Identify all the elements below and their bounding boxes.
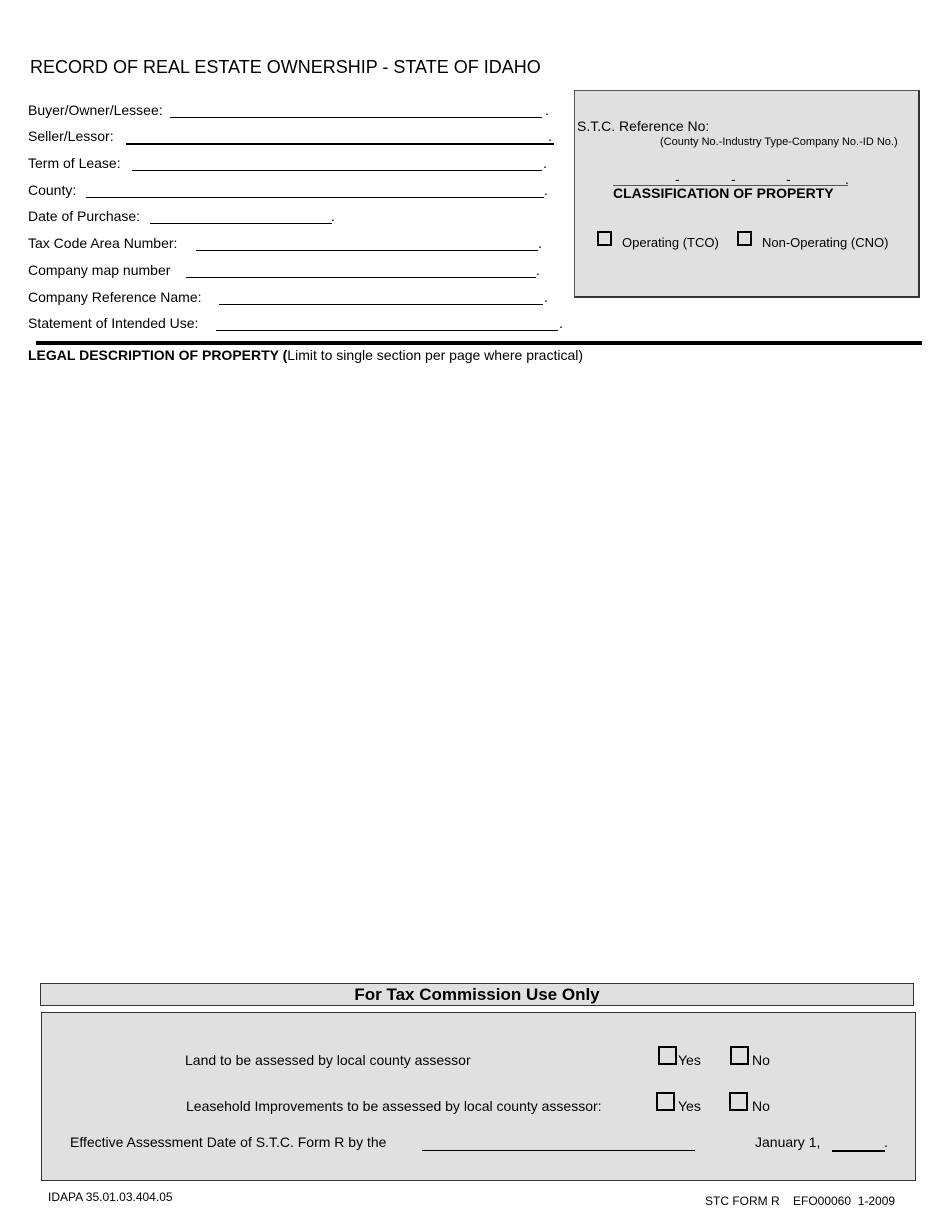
company-ref-period: .: [544, 289, 548, 305]
section-divider: [36, 341, 922, 345]
tax-code-period: .: [538, 235, 542, 251]
buyer-period: .: [545, 102, 549, 118]
land-no-checkbox[interactable]: [730, 1046, 749, 1065]
year-input-line[interactable]: [832, 1150, 885, 1152]
tax-code-input-line[interactable]: [196, 250, 538, 251]
company-map-label: Company map number: [28, 262, 171, 278]
company-ref-label: Company Reference Name:: [28, 289, 202, 305]
intended-use-label: Statement of Intended Use:: [28, 315, 199, 331]
seller-label: Seller/Lessor:: [28, 128, 114, 144]
effective-date-label: Effective Assessment Date of S.T.C. Form R by the: [70, 1134, 387, 1150]
county-label: County:: [28, 182, 77, 198]
land-no-label: No: [752, 1052, 770, 1068]
company-map-period: .: [536, 262, 540, 278]
tax-use-header: For Tax Commission Use Only: [40, 983, 914, 1006]
stc-reference-box: [574, 90, 920, 298]
intended-use-period: .: [559, 315, 563, 331]
non-operating-label: Non-Operating (CNO): [762, 235, 889, 250]
term-label: Term of Lease:: [28, 155, 121, 171]
leasehold-no-checkbox[interactable]: [729, 1092, 748, 1111]
effective-date-input-line[interactable]: [422, 1150, 695, 1151]
leasehold-label: Leasehold Improvements to be assessed by local county assessor:: [186, 1098, 602, 1114]
intended-use-input-line[interactable]: [216, 330, 558, 331]
year-period: .: [884, 1134, 888, 1150]
legal-description-heading: [28, 347, 583, 363]
company-map-input-line[interactable]: [186, 277, 536, 278]
seller-input-line[interactable]: [126, 143, 554, 145]
county-period: .: [544, 182, 548, 198]
legal-description-area[interactable]: [28, 370, 918, 970]
stc-ref-dash-2: -: [731, 171, 736, 187]
land-yes-checkbox[interactable]: [658, 1046, 677, 1065]
term-period: .: [543, 155, 547, 171]
seller-period: .: [548, 128, 552, 144]
county-input-line[interactable]: [86, 197, 544, 198]
operating-checkbox[interactable]: [597, 231, 612, 246]
legal-heading-rest: Limit to single section per page where practical): [287, 347, 583, 363]
term-input-line[interactable]: [132, 170, 542, 171]
tax-use-box: [41, 1012, 916, 1181]
land-assessed-label: Land to be assessed by local county assessor: [185, 1052, 471, 1068]
legal-heading-bold: LEGAL DESCRIPTION OF PROPERTY (: [28, 347, 288, 363]
january-label: January 1,: [755, 1134, 821, 1150]
non-operating-checkbox[interactable]: [737, 231, 752, 246]
stc-ref-period: .: [845, 171, 849, 187]
tax-code-label: Tax Code Area Number:: [28, 235, 178, 251]
company-ref-input-line[interactable]: [219, 304, 543, 305]
stc-ref-hint: (County No.-Industry Type-Company No.-ID No.): [660, 136, 898, 148]
leasehold-no-label: No: [752, 1098, 770, 1114]
footer-idapa: IDAPA 35.01.03.404.05: [48, 1190, 173, 1204]
leasehold-yes-label: Yes: [678, 1098, 701, 1114]
leasehold-yes-checkbox[interactable]: [656, 1092, 675, 1111]
date-purchase-period: .: [331, 208, 335, 224]
buyer-label: Buyer/Owner/Lessee:: [28, 102, 163, 118]
operating-label: Operating (TCO): [622, 235, 719, 250]
classification-title: CLASSIFICATION OF PROPERTY: [613, 185, 834, 201]
footer-form-id: STC FORM R EFO00060 1-2009: [705, 1194, 896, 1208]
date-purchase-label: Date of Purchase:: [28, 208, 141, 224]
stc-ref-dash-3: -: [786, 171, 791, 187]
land-yes-label: Yes: [678, 1052, 701, 1068]
buyer-input-line[interactable]: [170, 117, 542, 118]
form-title: RECORD OF REAL ESTATE OWNERSHIP - STATE OF IDAHO: [30, 57, 541, 77]
stc-ref-label: S.T.C. Reference No:: [577, 118, 710, 134]
date-purchase-input-line[interactable]: [150, 223, 332, 224]
stc-ref-dash-1: -: [675, 171, 680, 187]
